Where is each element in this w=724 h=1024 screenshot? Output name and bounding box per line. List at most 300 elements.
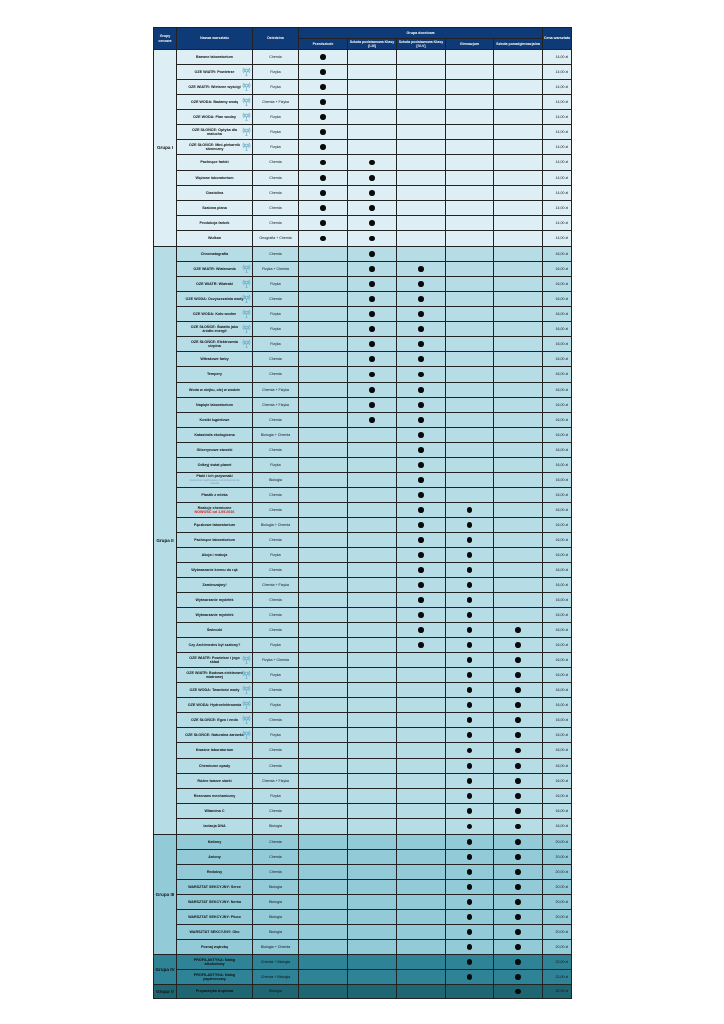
workshop-domain: Chemia bbox=[253, 623, 299, 638]
target-cell bbox=[299, 383, 348, 398]
workshop-price: 20,00 zł bbox=[543, 940, 572, 955]
target-dot-icon bbox=[467, 854, 473, 860]
workshop-price: 20,00 zł bbox=[543, 910, 572, 925]
table-row bbox=[154, 383, 572, 398]
workshop-domain: Fizyka bbox=[253, 337, 299, 352]
workshop-price: 14,00 zł bbox=[543, 50, 572, 65]
workshop-name: Chemiczne opady bbox=[198, 763, 231, 768]
table-row bbox=[154, 698, 572, 713]
target-cell bbox=[299, 65, 348, 80]
table-body bbox=[154, 50, 572, 999]
target-cell bbox=[397, 683, 446, 698]
target-cell bbox=[446, 578, 494, 593]
target-cell bbox=[494, 247, 543, 262]
header-target-gymnasium: Gimnazjum bbox=[446, 39, 494, 50]
target-cell bbox=[299, 653, 348, 668]
workshop-name: Tempery bbox=[206, 372, 223, 377]
renewable-energy-icon bbox=[242, 700, 251, 710]
workshop-price: 16,00 zł bbox=[543, 548, 572, 563]
table-row bbox=[154, 623, 572, 638]
target-cell bbox=[397, 247, 446, 262]
target-cell bbox=[446, 683, 494, 698]
workshop-price: 16,00 zł bbox=[543, 819, 572, 835]
target-dot-icon bbox=[515, 642, 521, 648]
table-row bbox=[154, 277, 572, 292]
workshop-price: 14,00 zł bbox=[543, 155, 572, 171]
target-cell bbox=[494, 262, 543, 277]
target-cell bbox=[348, 910, 397, 925]
workshop-name: PROFILAKTYKA: Nałóg papierosowy bbox=[193, 972, 236, 981]
target-dot-icon bbox=[467, 899, 473, 905]
table-row bbox=[154, 337, 572, 352]
target-cell bbox=[494, 65, 543, 80]
workshop-domain: Fizyka bbox=[253, 125, 299, 140]
table-row bbox=[154, 668, 572, 683]
target-cell bbox=[446, 383, 494, 398]
workshop-domain: Chemia bbox=[253, 352, 299, 367]
target-cell bbox=[348, 668, 397, 683]
target-cell bbox=[348, 578, 397, 593]
target-cell bbox=[446, 653, 494, 668]
new-badge: NOWOŚĆ od 1.09.2016 bbox=[194, 510, 235, 514]
target-cell bbox=[348, 292, 397, 307]
workshop-name: Wytwarzanie mydełek bbox=[195, 612, 234, 617]
table-row bbox=[154, 608, 572, 623]
target-cell bbox=[446, 155, 494, 171]
target-cell bbox=[397, 201, 446, 216]
target-cell bbox=[397, 804, 446, 819]
target-cell bbox=[348, 186, 397, 201]
target-dot-icon bbox=[320, 129, 326, 135]
target-cell bbox=[299, 895, 348, 910]
target-cell bbox=[348, 50, 397, 65]
target-cell bbox=[348, 728, 397, 743]
workshop-domain: Chemia bbox=[253, 155, 299, 171]
workshop-price: 14,00 zł bbox=[543, 216, 572, 231]
target-cell bbox=[348, 563, 397, 578]
target-cell bbox=[494, 125, 543, 140]
target-dot-icon bbox=[515, 763, 521, 769]
target-cell bbox=[446, 95, 494, 110]
workshop-name-cell bbox=[177, 533, 253, 548]
target-cell bbox=[299, 608, 348, 623]
target-cell bbox=[348, 819, 397, 835]
target-cell bbox=[397, 171, 446, 186]
target-dot-icon bbox=[418, 281, 424, 287]
target-cell bbox=[348, 337, 397, 352]
workshop-price: 16,00 zł bbox=[543, 277, 572, 292]
target-cell bbox=[348, 383, 397, 398]
target-dot-icon bbox=[418, 417, 424, 423]
workshop-price: 16,00 zł bbox=[543, 698, 572, 713]
workshop-price: 16,00 zł bbox=[543, 774, 572, 789]
target-dot-icon bbox=[515, 808, 521, 814]
target-cell bbox=[397, 140, 446, 155]
target-cell bbox=[446, 638, 494, 653]
workshop-name: OZE WODA: Plan wodny bbox=[192, 114, 237, 119]
target-cell bbox=[446, 488, 494, 503]
table-row bbox=[154, 125, 572, 140]
renewable-energy-icon bbox=[242, 97, 251, 107]
target-cell bbox=[446, 443, 494, 458]
workshop-price: 14,00 zł bbox=[543, 231, 572, 247]
table-row bbox=[154, 835, 572, 850]
target-cell bbox=[348, 247, 397, 262]
workshop-name: WARSZTAT SEKCYJNY: Płuco bbox=[188, 914, 241, 919]
table-row bbox=[154, 925, 572, 940]
target-cell bbox=[397, 231, 446, 247]
workshop-domain: Fizyka bbox=[253, 698, 299, 713]
target-cell bbox=[494, 201, 543, 216]
target-dot-icon bbox=[467, 522, 473, 528]
table-row bbox=[154, 50, 572, 65]
workshop-name: Izolacja DNA bbox=[203, 824, 226, 829]
target-cell bbox=[397, 80, 446, 95]
target-cell bbox=[397, 668, 446, 683]
workshop-name: Glicerynowe stworki bbox=[196, 447, 233, 452]
target-cell bbox=[348, 503, 397, 518]
price-group-label: Grupa III bbox=[154, 835, 177, 955]
workshop-name-cell bbox=[177, 593, 253, 608]
target-cell bbox=[397, 895, 446, 910]
target-dot-icon bbox=[369, 175, 375, 181]
target-cell bbox=[348, 518, 397, 533]
target-cell bbox=[348, 155, 397, 171]
table-row bbox=[154, 80, 572, 95]
table-row bbox=[154, 880, 572, 895]
table-row bbox=[154, 713, 572, 728]
target-cell bbox=[299, 910, 348, 925]
target-cell bbox=[446, 668, 494, 683]
price-list-table bbox=[153, 27, 572, 999]
target-cell bbox=[299, 458, 348, 473]
workshop-name: OZE SŁOŃCE: Naturalna żarówka bbox=[185, 732, 244, 737]
workshop-name-cell bbox=[177, 880, 253, 895]
target-cell bbox=[446, 428, 494, 443]
target-dot-icon bbox=[515, 899, 521, 905]
workshop-price: 20,00 zł bbox=[543, 835, 572, 850]
workshop-name: OZE WODA: Badamy wodę bbox=[190, 99, 239, 104]
workshop-name-cell bbox=[177, 653, 253, 668]
target-cell bbox=[299, 683, 348, 698]
target-cell bbox=[299, 171, 348, 186]
target-cell bbox=[348, 95, 397, 110]
target-dot-icon bbox=[418, 326, 424, 332]
table-row bbox=[154, 548, 572, 563]
target-dot-icon bbox=[418, 567, 424, 573]
target-cell bbox=[348, 367, 397, 383]
target-dot-icon bbox=[369, 236, 375, 242]
target-cell bbox=[446, 262, 494, 277]
target-dot-icon bbox=[467, 959, 473, 965]
target-cell bbox=[397, 713, 446, 728]
target-cell bbox=[299, 322, 348, 337]
target-dot-icon bbox=[369, 311, 375, 317]
target-cell bbox=[348, 473, 397, 488]
renewable-energy-icon bbox=[242, 685, 251, 695]
target-cell bbox=[348, 743, 397, 759]
target-dot-icon bbox=[515, 778, 521, 784]
renewable-energy-icon bbox=[242, 112, 251, 122]
target-cell bbox=[348, 955, 397, 970]
workshop-price: 14,00 zł bbox=[543, 95, 572, 110]
target-cell bbox=[446, 65, 494, 80]
target-cell bbox=[299, 850, 348, 865]
target-cell bbox=[494, 352, 543, 367]
workshop-domain: Fizyka bbox=[253, 548, 299, 563]
target-cell bbox=[494, 95, 543, 110]
workshop-domain: Biologia + Chemia bbox=[253, 518, 299, 533]
workshop-name-cell bbox=[177, 277, 253, 292]
workshop-domain: Biologia bbox=[253, 910, 299, 925]
workshop-price: 16,00 zł bbox=[543, 804, 572, 819]
target-cell bbox=[446, 503, 494, 518]
target-cell bbox=[397, 95, 446, 110]
target-dot-icon bbox=[467, 642, 473, 648]
workshop-domain: Chemia bbox=[253, 367, 299, 383]
target-cell bbox=[446, 563, 494, 578]
workshop-domain: Chemia + Fizyka bbox=[253, 398, 299, 413]
target-cell bbox=[397, 413, 446, 428]
target-cell bbox=[397, 985, 446, 999]
workshop-name: Ciastolina bbox=[205, 190, 224, 195]
target-cell bbox=[348, 458, 397, 473]
target-cell bbox=[446, 698, 494, 713]
workshop-name-cell bbox=[177, 95, 253, 110]
target-dot-icon bbox=[467, 763, 473, 769]
target-dot-icon bbox=[418, 462, 424, 468]
target-dot-icon bbox=[369, 341, 375, 347]
table-row bbox=[154, 743, 572, 759]
price-group-label: Grupa IV bbox=[154, 955, 177, 985]
target-cell bbox=[299, 548, 348, 563]
target-cell bbox=[348, 171, 397, 186]
target-cell bbox=[299, 728, 348, 743]
renewable-energy-icon bbox=[242, 715, 251, 725]
target-cell bbox=[446, 865, 494, 880]
target-dot-icon bbox=[418, 522, 424, 528]
target-cell bbox=[494, 518, 543, 533]
workshop-price: 20,00 zł bbox=[543, 850, 572, 865]
target-cell bbox=[348, 865, 397, 880]
target-dot-icon bbox=[369, 160, 375, 166]
target-cell bbox=[494, 413, 543, 428]
target-cell bbox=[494, 835, 543, 850]
target-cell bbox=[348, 125, 397, 140]
workshop-name-cell bbox=[177, 774, 253, 789]
workshop-domain: Fizyka bbox=[253, 140, 299, 155]
target-cell bbox=[397, 443, 446, 458]
workshop-price: 16,00 zł bbox=[543, 653, 572, 668]
target-cell bbox=[397, 819, 446, 835]
target-cell bbox=[299, 231, 348, 247]
price-group-label: Grupa I bbox=[154, 50, 177, 247]
target-cell bbox=[299, 95, 348, 110]
target-dot-icon bbox=[467, 974, 473, 980]
table-row bbox=[154, 201, 572, 216]
target-cell bbox=[299, 518, 348, 533]
target-cell bbox=[348, 428, 397, 443]
table-row bbox=[154, 413, 572, 428]
target-cell bbox=[494, 910, 543, 925]
target-cell bbox=[299, 865, 348, 880]
target-dot-icon bbox=[418, 296, 424, 302]
workshop-domain: Fizyka bbox=[253, 458, 299, 473]
workshop-name: Reakcje chemiczne bbox=[197, 505, 232, 510]
header-target-group: Grupa docelowa bbox=[299, 28, 543, 39]
workshop-name-cell bbox=[177, 65, 253, 80]
workshop-domain: Chemia bbox=[253, 533, 299, 548]
table-row bbox=[154, 970, 572, 985]
target-dot-icon bbox=[467, 884, 473, 890]
workshop-name: OZE SŁOŃCE: Egzo i endo bbox=[191, 717, 238, 722]
target-cell bbox=[397, 563, 446, 578]
target-dot-icon bbox=[369, 281, 375, 287]
workshop-name-cell bbox=[177, 171, 253, 186]
table-row bbox=[154, 216, 572, 231]
workshop-name-cell bbox=[177, 895, 253, 910]
target-cell bbox=[446, 307, 494, 322]
workshop-price: 16,00 zł bbox=[543, 337, 572, 352]
workshop-name-cell bbox=[177, 367, 253, 383]
target-dot-icon bbox=[467, 582, 473, 588]
workshop-price: 16,00 zł bbox=[543, 352, 572, 367]
workshop-price: 14,00 zł bbox=[543, 80, 572, 95]
workshop-name-cell bbox=[177, 262, 253, 277]
target-cell bbox=[446, 322, 494, 337]
target-dot-icon bbox=[515, 702, 521, 708]
workshop-price: 16,00 zł bbox=[543, 247, 572, 262]
workshop-name-cell bbox=[177, 563, 253, 578]
target-cell bbox=[494, 623, 543, 638]
workshop-name-cell bbox=[177, 698, 253, 713]
table-row bbox=[154, 578, 572, 593]
workshop-name-cell bbox=[177, 759, 253, 774]
workshop-name: Czy Archimedes był szalony? bbox=[188, 642, 241, 647]
target-cell bbox=[397, 653, 446, 668]
workshop-name: Napięte laboratorium bbox=[196, 402, 233, 407]
target-cell bbox=[494, 865, 543, 880]
target-cell bbox=[348, 262, 397, 277]
target-cell bbox=[299, 759, 348, 774]
workshop-name: Świeczki bbox=[206, 627, 223, 632]
target-dot-icon bbox=[515, 793, 521, 799]
workshop-name: Wężowe laboratorium bbox=[195, 175, 234, 180]
target-dot-icon bbox=[418, 612, 424, 618]
target-cell bbox=[397, 623, 446, 638]
target-cell bbox=[446, 985, 494, 999]
table-row bbox=[154, 428, 572, 443]
target-cell bbox=[494, 955, 543, 970]
target-dot-icon bbox=[320, 84, 326, 90]
table-row bbox=[154, 473, 572, 488]
workshop-name-cell bbox=[177, 789, 253, 804]
target-cell bbox=[446, 850, 494, 865]
workshop-name-cell bbox=[177, 428, 253, 443]
target-cell bbox=[299, 155, 348, 171]
target-cell bbox=[348, 413, 397, 428]
workshop-name-cell bbox=[177, 940, 253, 955]
table-row bbox=[154, 262, 572, 277]
target-cell bbox=[348, 322, 397, 337]
renewable-energy-icon bbox=[242, 67, 251, 77]
target-cell bbox=[348, 608, 397, 623]
table-row bbox=[154, 292, 572, 307]
workshop-name-cell bbox=[177, 683, 253, 698]
target-cell bbox=[348, 653, 397, 668]
target-dot-icon bbox=[467, 567, 473, 573]
target-dot-icon bbox=[418, 356, 424, 362]
target-cell bbox=[446, 125, 494, 140]
workshop-price: 20,00 zł bbox=[543, 895, 572, 910]
workshop-name: Aniony bbox=[208, 854, 221, 859]
target-cell bbox=[446, 533, 494, 548]
workshop-name-cell bbox=[177, 623, 253, 638]
workshop-domain: Biologia bbox=[253, 925, 299, 940]
target-cell bbox=[397, 458, 446, 473]
target-cell bbox=[397, 865, 446, 880]
workshop-name: Redoksy bbox=[206, 869, 223, 874]
workshop-name: OZE WIATR: Wiatrownia bbox=[193, 266, 236, 271]
renewable-energy-icon bbox=[242, 309, 251, 319]
target-dot-icon bbox=[467, 778, 473, 784]
workshop-name-cell bbox=[177, 548, 253, 563]
target-dot-icon bbox=[369, 326, 375, 332]
target-cell bbox=[446, 955, 494, 970]
target-cell bbox=[299, 110, 348, 125]
table-row bbox=[154, 895, 572, 910]
target-cell bbox=[494, 940, 543, 955]
target-cell bbox=[397, 698, 446, 713]
target-cell bbox=[494, 578, 543, 593]
workshop-domain: Fizyka bbox=[253, 65, 299, 80]
target-dot-icon bbox=[515, 687, 521, 693]
workshop-name-cell bbox=[177, 155, 253, 171]
target-cell bbox=[348, 850, 397, 865]
target-dot-icon bbox=[515, 914, 521, 920]
table-row bbox=[154, 398, 572, 413]
target-cell bbox=[494, 488, 543, 503]
target-cell bbox=[494, 789, 543, 804]
workshop-price: 22,00 zł bbox=[543, 970, 572, 985]
target-cell bbox=[397, 925, 446, 940]
target-cell bbox=[299, 125, 348, 140]
workshop-name: Akcja i reakcja bbox=[201, 552, 228, 557]
workshop-domain: Fizyka bbox=[253, 668, 299, 683]
table-row bbox=[154, 488, 572, 503]
workshop-name: Pachnące farbki bbox=[200, 160, 229, 165]
target-dot-icon bbox=[467, 507, 473, 513]
target-cell bbox=[446, 895, 494, 910]
workshop-name-cell bbox=[177, 201, 253, 216]
target-cell bbox=[299, 337, 348, 352]
renewable-energy-icon bbox=[242, 279, 251, 289]
target-cell bbox=[446, 458, 494, 473]
target-cell bbox=[446, 110, 494, 125]
target-cell bbox=[494, 774, 543, 789]
target-cell bbox=[494, 110, 543, 125]
workshop-price: 14,00 zł bbox=[543, 125, 572, 140]
target-cell bbox=[299, 140, 348, 155]
target-cell bbox=[299, 985, 348, 999]
target-cell bbox=[397, 367, 446, 383]
workshop-name-cell bbox=[177, 835, 253, 850]
target-cell bbox=[494, 804, 543, 819]
workshop-name: OZE WODA: Oczyszczalnia wody bbox=[185, 296, 244, 301]
target-cell bbox=[494, 819, 543, 835]
target-cell bbox=[397, 322, 446, 337]
workshop-name: Witamina C bbox=[204, 808, 225, 813]
